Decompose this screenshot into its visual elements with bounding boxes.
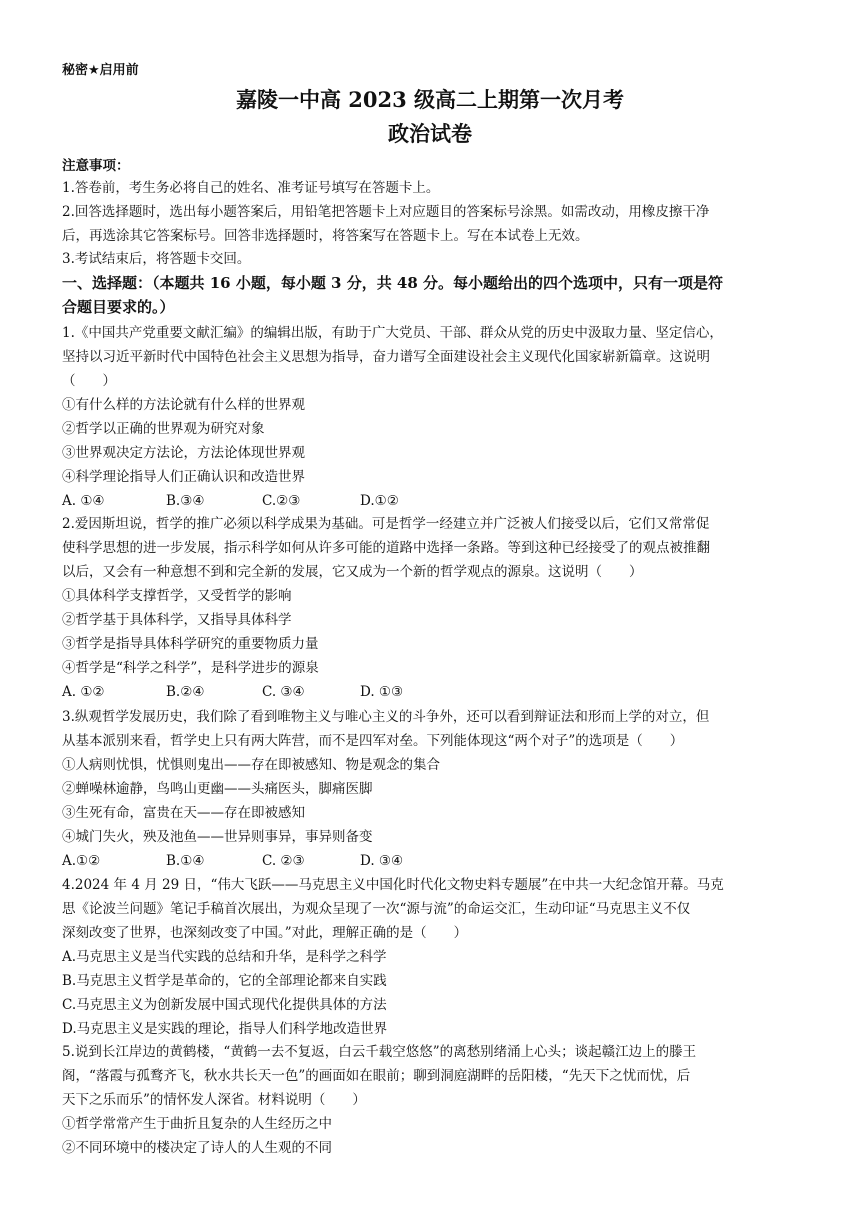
q1-item: ③世界观决定方法论，方法论体现世界观 <box>62 445 305 461</box>
notice-item: 3.考试结束后，将答题卡交回。 <box>62 251 251 267</box>
q5-stem-line: 5.说到长江岸边的黄鹤楼，“黄鹤一去不复返，白云千载空悠悠”的离愁别绪涌上心头；谈起赣江边上的滕王 <box>62 1044 697 1060</box>
q3-option-b[interactable]: B.①④ <box>166 853 205 869</box>
q1-stem-line: 坚持以习近平新时代中国特色社会主义思想为指导，奋力谱写全面建设社会主义现代化国家崭新篇章。这说明 <box>62 349 710 365</box>
q1-option-b[interactable]: B.③④ <box>166 493 205 509</box>
q2-stem-line: 使科学思想的进一步发展，指示科学如何从许多可能的道路中选择一条路。等到这种已经接受了的观点被推翻 <box>62 540 710 556</box>
q3-options <box>62 852 403 870</box>
notice-heading: 注意事项： <box>62 158 130 174</box>
q4-option-c[interactable]: C.马克思主义为创新发展中国式现代化提供具体的方法 <box>62 997 387 1013</box>
q3-option-c[interactable]: C. ②③ <box>262 853 305 869</box>
q1-option-c[interactable]: C.②③ <box>262 493 301 509</box>
q5-item: ②不同环境中的楼决定了诗人的人生观的不同 <box>62 1140 332 1156</box>
q5-stem-line: 阁，“落霞与孤鹜齐飞，秋水共长天一色”的画面如在眼前；聊到洞庭湖畔的岳阳楼，“先天下之忧而忧，后 <box>62 1068 691 1084</box>
q3-item: ③生死有命，富贵在天——存在即被感知 <box>62 805 305 821</box>
q1-item: ②哲学以正确的世界观为研究对象 <box>62 421 265 437</box>
q2-item: ③哲学是指导具体科学研究的重要物质力量 <box>62 636 319 652</box>
q2-item: ①具体科学支撑哲学，又受哲学的影响 <box>62 588 292 604</box>
q5-stem-line: 天下之乐而乐”的情怀发人深省。材料说明（ ） <box>62 1092 366 1108</box>
q2-item: ④哲学是“科学之科学”，是科学进步的源泉 <box>62 660 319 676</box>
exam-title: 嘉陵一中高 2023 级高二上期第一次月考 <box>235 87 625 112</box>
notice-item: 1.答卷前，考生务必将自己的姓名、准考证号填写在答题卡上。 <box>62 180 440 196</box>
notice-item: 2.回答选择题时，选出每小题答案后，用铅笔把答题卡上对应题目的答案标号涂黑。如需改动，用橡皮擦干净 <box>62 204 710 220</box>
notice-item: 后，再选涂其它答案标号。回答非选择题时，将答案写在答题卡上。写在本试卷上无效。 <box>62 228 589 244</box>
q3-option-d[interactable]: D. ③④ <box>360 853 404 869</box>
q3-item: ④城门失火，殃及池鱼——世异则事异，事异则备变 <box>62 829 373 845</box>
q1-item: ④科学理论指导人们正确认识和改造世界 <box>62 469 305 485</box>
q2-option-b[interactable]: B.②④ <box>166 684 205 700</box>
q3-option-a[interactable]: A.①② <box>62 853 101 869</box>
q1-option-a[interactable]: A. ①④ <box>62 493 105 509</box>
section-heading: 一、选择题：（本题共 16 小题，每小题 3 分，共 48 分。每小题给出的四个选项中，只有一项是符 <box>62 274 724 292</box>
q1-options <box>62 492 399 510</box>
q2-option-a[interactable]: A. ①② <box>62 684 105 700</box>
q2-option-c[interactable]: C. ③④ <box>262 684 305 700</box>
q2-stem-line: 以后，又会有一种意想不到和完全新的发展，它又成为一个新的哲学观点的源泉。这说明（ ） <box>62 564 643 580</box>
q4-option-b[interactable]: B.马克思主义哲学是革命的，它的全部理论都来自实践 <box>62 973 387 989</box>
q2-options <box>62 683 403 701</box>
q3-item: ①人病则忧惧，忧惧则鬼出——存在即被感知、物是观念的集合 <box>62 757 440 773</box>
q2-item: ②哲学基于具体科学，又指导具体科学 <box>62 612 292 628</box>
q4-option-a[interactable]: A.马克思主义是当代实践的总结和升华，是科学之科学 <box>62 949 387 965</box>
q4-option-d[interactable]: D.马克思主义是实践的理论，指导人们科学地改造世界 <box>62 1021 388 1037</box>
q1-item: ①有什么样的方法论就有什么样的世界观 <box>62 397 305 413</box>
q3-stem-line: 从基本派别来看，哲学史上只有两大阵营，而不是四军对垒。下列能体现这“两个对子”的选项是（ ） <box>62 733 684 749</box>
q4-stem-line: 思《论波兰问题》笔记手稿首次展出，为观众呈现了一次“源与流”的命运交汇，生动印证“马克思主义不仅 <box>62 901 691 917</box>
q1-stem-line: （ ） <box>62 373 116 389</box>
q3-item: ②蝉噪林逾静，鸟鸣山更幽——头痛医头，脚痛医脚 <box>62 781 373 797</box>
q3-stem-line: 3.纵观哲学发展历史，我们除了看到唯物主义与唯心主义的斗争外，还可以看到辩证法和形而上学的对立，但 <box>62 709 710 725</box>
q5-item: ①哲学常常产生于曲折且复杂的人生经历之中 <box>62 1116 332 1132</box>
q1-option-d[interactable]: D.①② <box>360 493 399 509</box>
q4-stem-line: 4.2024 年 4 月 29 日，“伟大飞跃——马克思主义中国化时代化文物史料专题展”在中共一大纪念馆开幕。马克 <box>62 877 724 893</box>
q2-stem-line: 2.爱因斯坦说，哲学的推广必须以科学成果为基础。可是哲学一经建立并广泛被人们接受以后，它们又常常促 <box>62 516 710 532</box>
exam-subtitle: 政治试卷 <box>388 121 472 146</box>
q4-stem-line: 深刻改变了世界，也深刻改变了中国。”对此，理解正确的是（ ） <box>62 925 468 941</box>
q2-option-d[interactable]: D. ①③ <box>360 684 404 700</box>
q1-stem-line: 1.《中国共产党重要文献汇编》的编辑出版，有助于广大党员、干部、群众从党的历史中汲取力量、坚定信心， <box>62 325 723 341</box>
secret-label: 秘密★启用前 <box>62 63 139 78</box>
section-heading-cont: 合题目要求的。） <box>62 298 175 316</box>
